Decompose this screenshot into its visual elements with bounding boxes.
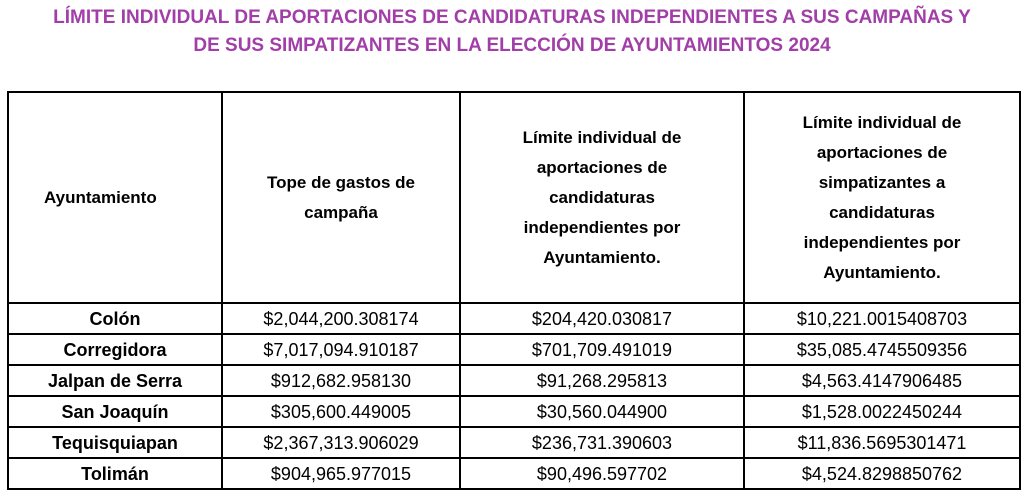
cell-limite-simpatizantes: $35,085.4745509356 (744, 334, 1020, 365)
table-row (8, 458, 1020, 489)
title-line-1: LÍMITE INDIVIDUAL DE APORTACIONES DE CANDIDATURAS INDEPENDIENTES A SUS CAMPAÑAS Y (53, 7, 971, 28)
cell-tope: $7,017,094.910187 (222, 334, 460, 365)
table-row (8, 303, 1020, 334)
cell-limite-candidaturas: $236,731.390603 (460, 427, 744, 458)
cell-ayuntamiento: Jalpan de Serra (8, 365, 222, 396)
cell-tope: $2,367,313.906029 (222, 427, 460, 458)
cell-tope: $2,044,200.308174 (222, 303, 460, 334)
header-tope-gastos: Tope de gastos de campaña (222, 92, 460, 303)
cell-limite-simpatizantes: $4,563.4147906485 (744, 365, 1020, 396)
cell-ayuntamiento: San Joaquín (8, 396, 222, 427)
cell-limite-candidaturas: $90,496.597702 (460, 458, 744, 489)
table-row (8, 334, 1020, 365)
cell-tope: $912,682.958130 (222, 365, 460, 396)
cell-limite-simpatizantes: $10,221.0015408703 (744, 303, 1020, 334)
header-limite-candidaturas: Límite individual de aportaciones de candidaturas independientes por Ayuntamiento. (460, 92, 744, 303)
cell-ayuntamiento: Corregidora (8, 334, 222, 365)
cell-tope: $904,965.977015 (222, 458, 460, 489)
table-row (8, 427, 1020, 458)
header-ayuntamiento: Ayuntamiento (8, 92, 222, 303)
cell-limite-simpatizantes: $1,528.0022450244 (744, 396, 1020, 427)
cell-ayuntamiento: Tolimán (8, 458, 222, 489)
cell-ayuntamiento: Colón (8, 303, 222, 334)
cell-limite-candidaturas: $204,420.030817 (460, 303, 744, 334)
cell-limite-simpatizantes: $4,524.8298850762 (744, 458, 1020, 489)
contributions-table (7, 91, 1021, 490)
table-row (8, 396, 1020, 427)
page-title (0, 4, 1024, 60)
cell-limite-candidaturas: $91,268.295813 (460, 365, 744, 396)
cell-limite-simpatizantes: $11,836.5695301471 (744, 427, 1020, 458)
header-row (8, 92, 1020, 303)
title-line-2: DE SUS SIMPATIZANTES EN LA ELECCIÓN DE AYUNTAMIENTOS 2024 (193, 35, 831, 56)
cell-ayuntamiento: Tequisquiapan (8, 427, 222, 458)
cell-limite-candidaturas: $30,560.044900 (460, 396, 744, 427)
cell-tope: $305,600.449005 (222, 396, 460, 427)
header-limite-simpatizantes: Límite individual de aportaciones de simpatizantes a candidaturas independientes por Ayuntamiento. (744, 92, 1020, 303)
table-row (8, 365, 1020, 396)
cell-limite-candidaturas: $701,709.491019 (460, 334, 744, 365)
